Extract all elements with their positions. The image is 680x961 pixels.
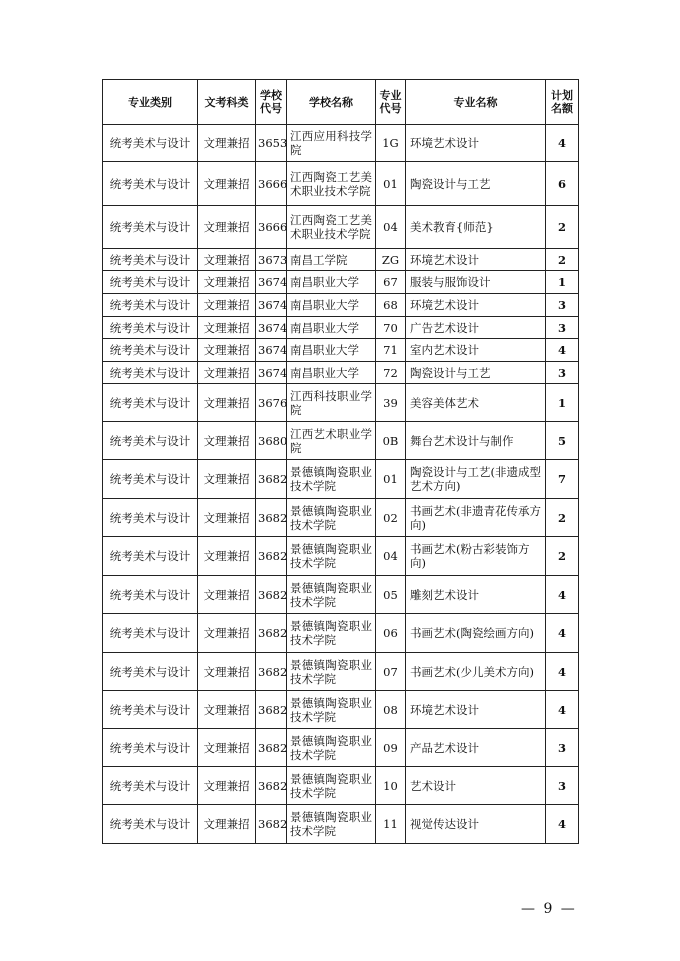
table-row	[103, 384, 579, 422]
cell-major-name: 陶瓷设计与工艺	[406, 162, 546, 206]
cell-major-code: 01	[376, 162, 406, 206]
cell-school-code: 3682	[256, 460, 287, 499]
table-row	[103, 317, 579, 339]
cell-major-name: 环境艺术设计	[406, 294, 546, 317]
cell-quota: 3	[546, 767, 579, 805]
cell-quota: 2	[546, 249, 579, 271]
cell-category: 统考美术与设计	[103, 339, 198, 362]
table-row	[103, 537, 579, 576]
cell-school-name: 南昌职业大学	[287, 362, 376, 384]
cell-category: 统考美术与设计	[103, 249, 198, 271]
cell-major-name: 室内艺术设计	[406, 339, 546, 362]
cell-major-name: 环境艺术设计	[406, 249, 546, 271]
cell-subject: 文理兼招	[198, 460, 256, 499]
cell-major-name: 书画艺术(非遗青花传承方向)	[406, 499, 546, 537]
cell-school-code: 3682	[256, 767, 287, 805]
cell-school-code: 3682	[256, 691, 287, 729]
cell-major-name: 陶瓷设计与工艺(非遗成型艺术方向)	[406, 460, 546, 499]
cell-major-name: 雕刻艺术设计	[406, 576, 546, 614]
cell-quota: 4	[546, 125, 579, 162]
cell-school-name: 景德镇陶瓷职业技术学院	[287, 653, 376, 691]
cell-major-code: 71	[376, 339, 406, 362]
table-row	[103, 206, 579, 249]
cell-quota: 3	[546, 362, 579, 384]
cell-major-code: 08	[376, 691, 406, 729]
cell-major-name: 服装与服饰设计	[406, 271, 546, 294]
cell-quota: 4	[546, 339, 579, 362]
cell-major-code: 06	[376, 614, 406, 653]
cell-school-code: 3666	[256, 162, 287, 206]
cell-school-code: 3682	[256, 653, 287, 691]
cell-subject: 文理兼招	[198, 614, 256, 653]
cell-major-name: 舞台艺术设计与制作	[406, 422, 546, 460]
cell-quota: 2	[546, 206, 579, 249]
cell-subject: 文理兼招	[198, 162, 256, 206]
cell-major-name: 视觉传达设计	[406, 805, 546, 844]
cell-school-code: 3682	[256, 614, 287, 653]
cell-quota: 1	[546, 271, 579, 294]
cell-subject: 文理兼招	[198, 384, 256, 422]
cell-category: 统考美术与设计	[103, 317, 198, 339]
cell-category: 统考美术与设计	[103, 499, 198, 537]
cell-major-name: 艺术设计	[406, 767, 546, 805]
cell-major-code: 0B	[376, 422, 406, 460]
cell-category: 统考美术与设计	[103, 460, 198, 499]
cell-school-name: 景德镇陶瓷职业技术学院	[287, 576, 376, 614]
table-row	[103, 499, 579, 537]
table-row	[103, 249, 579, 271]
page-number: — 9 —	[521, 901, 577, 917]
cell-subject: 文理兼招	[198, 125, 256, 162]
cell-major-code: 67	[376, 271, 406, 294]
cell-school-name: 南昌职业大学	[287, 339, 376, 362]
cell-subject: 文理兼招	[198, 317, 256, 339]
cell-school-name: 南昌工学院	[287, 249, 376, 271]
cell-school-name: 景德镇陶瓷职业技术学院	[287, 460, 376, 499]
cell-subject: 文理兼招	[198, 362, 256, 384]
header-school-code: 学校代号	[256, 80, 287, 125]
cell-major-code: 09	[376, 729, 406, 767]
cell-major-name: 陶瓷设计与工艺	[406, 362, 546, 384]
cell-subject: 文理兼招	[198, 206, 256, 249]
cell-major-code: 01	[376, 460, 406, 499]
cell-category: 统考美术与设计	[103, 653, 198, 691]
table-header-row	[103, 80, 579, 125]
cell-school-name: 江西应用科技学院	[287, 125, 376, 162]
cell-school-code: 3682	[256, 576, 287, 614]
header-major-code: 专业代号	[376, 80, 406, 125]
cell-quota: 3	[546, 294, 579, 317]
cell-major-code: 07	[376, 653, 406, 691]
admission-plan-table	[102, 79, 579, 844]
cell-school-code: 3674	[256, 271, 287, 294]
cell-school-name: 景德镇陶瓷职业技术学院	[287, 614, 376, 653]
cell-major-name: 环境艺术设计	[406, 125, 546, 162]
table-row	[103, 729, 579, 767]
header-quota: 计划名额	[546, 80, 579, 125]
table-row	[103, 691, 579, 729]
cell-school-name: 景德镇陶瓷职业技术学院	[287, 537, 376, 576]
cell-school-code: 3680	[256, 422, 287, 460]
cell-category: 统考美术与设计	[103, 206, 198, 249]
cell-school-name: 景德镇陶瓷职业技术学院	[287, 805, 376, 844]
cell-major-code: 10	[376, 767, 406, 805]
cell-major-name: 产品艺术设计	[406, 729, 546, 767]
cell-school-code: 3682	[256, 805, 287, 844]
table-row	[103, 576, 579, 614]
cell-category: 统考美术与设计	[103, 537, 198, 576]
cell-school-name: 南昌职业大学	[287, 271, 376, 294]
cell-subject: 文理兼招	[198, 576, 256, 614]
cell-major-code: 04	[376, 537, 406, 576]
cell-school-name: 景德镇陶瓷职业技术学院	[287, 499, 376, 537]
cell-major-code: 05	[376, 576, 406, 614]
cell-subject: 文理兼招	[198, 271, 256, 294]
cell-category: 统考美术与设计	[103, 362, 198, 384]
cell-quota: 4	[546, 653, 579, 691]
cell-category: 统考美术与设计	[103, 805, 198, 844]
cell-quota: 4	[546, 614, 579, 653]
cell-subject: 文理兼招	[198, 767, 256, 805]
cell-category: 统考美术与设计	[103, 271, 198, 294]
cell-major-name: 书画艺术(少儿美术方向)	[406, 653, 546, 691]
cell-subject: 文理兼招	[198, 249, 256, 271]
cell-school-name: 景德镇陶瓷职业技术学院	[287, 691, 376, 729]
cell-category: 统考美术与设计	[103, 576, 198, 614]
cell-major-code: ZG	[376, 249, 406, 271]
table-row	[103, 614, 579, 653]
header-subject: 文考科类	[198, 80, 256, 125]
cell-category: 统考美术与设计	[103, 691, 198, 729]
cell-category: 统考美术与设计	[103, 384, 198, 422]
cell-major-name: 广告艺术设计	[406, 317, 546, 339]
cell-major-code: 72	[376, 362, 406, 384]
table-row	[103, 162, 579, 206]
header-category: 专业类别	[103, 80, 198, 125]
cell-category: 统考美术与设计	[103, 614, 198, 653]
cell-school-code: 3666	[256, 206, 287, 249]
cell-major-name: 书画艺术(粉古彩装饰方向)	[406, 537, 546, 576]
cell-subject: 文理兼招	[198, 537, 256, 576]
cell-school-name: 江西陶瓷工艺美术职业技术学院	[287, 162, 376, 206]
cell-quota: 1	[546, 384, 579, 422]
cell-school-name: 景德镇陶瓷职业技术学院	[287, 729, 376, 767]
cell-major-code: 39	[376, 384, 406, 422]
cell-school-name: 南昌职业大学	[287, 294, 376, 317]
cell-category: 统考美术与设计	[103, 125, 198, 162]
header-major-name: 专业名称	[406, 80, 546, 125]
table-row	[103, 294, 579, 317]
cell-major-code: 68	[376, 294, 406, 317]
cell-school-code: 3674	[256, 317, 287, 339]
cell-subject: 文理兼招	[198, 339, 256, 362]
table-row	[103, 125, 579, 162]
cell-school-code: 3653	[256, 125, 287, 162]
table-row	[103, 362, 579, 384]
cell-major-name: 美术教育{师范}	[406, 206, 546, 249]
table-row	[103, 339, 579, 362]
cell-quota: 5	[546, 422, 579, 460]
cell-subject: 文理兼招	[198, 294, 256, 317]
cell-school-code: 3682	[256, 729, 287, 767]
cell-school-name: 江西科技职业学院	[287, 384, 376, 422]
cell-category: 统考美术与设计	[103, 294, 198, 317]
cell-quota: 4	[546, 576, 579, 614]
cell-school-code: 3674	[256, 362, 287, 384]
cell-quota: 2	[546, 499, 579, 537]
cell-major-code: 02	[376, 499, 406, 537]
cell-category: 统考美术与设计	[103, 729, 198, 767]
cell-major-code: 1G	[376, 125, 406, 162]
cell-school-code: 3673	[256, 249, 287, 271]
table-row	[103, 805, 579, 844]
cell-quota: 4	[546, 805, 579, 844]
cell-school-name: 江西陶瓷工艺美术职业技术学院	[287, 206, 376, 249]
table-row	[103, 422, 579, 460]
cell-school-name: 南昌职业大学	[287, 317, 376, 339]
cell-school-name: 江西艺术职业学院	[287, 422, 376, 460]
cell-subject: 文理兼招	[198, 422, 256, 460]
cell-school-code: 3674	[256, 294, 287, 317]
cell-major-code: 04	[376, 206, 406, 249]
cell-quota: 2	[546, 537, 579, 576]
cell-quota: 3	[546, 317, 579, 339]
cell-category: 统考美术与设计	[103, 162, 198, 206]
cell-major-code: 11	[376, 805, 406, 844]
cell-school-code: 3674	[256, 339, 287, 362]
cell-category: 统考美术与设计	[103, 422, 198, 460]
cell-subject: 文理兼招	[198, 499, 256, 537]
cell-quota: 3	[546, 729, 579, 767]
table-row	[103, 460, 579, 499]
table-row	[103, 767, 579, 805]
table-row	[103, 271, 579, 294]
cell-subject: 文理兼招	[198, 653, 256, 691]
cell-subject: 文理兼招	[198, 729, 256, 767]
cell-quota: 6	[546, 162, 579, 206]
cell-major-name: 书画艺术(陶瓷绘画方向)	[406, 614, 546, 653]
cell-quota: 7	[546, 460, 579, 499]
header-school-name: 学校名称	[287, 80, 376, 125]
cell-category: 统考美术与设计	[103, 767, 198, 805]
cell-quota: 4	[546, 691, 579, 729]
cell-school-code: 3682	[256, 537, 287, 576]
cell-school-name: 景德镇陶瓷职业技术学院	[287, 767, 376, 805]
cell-major-name: 环境艺术设计	[406, 691, 546, 729]
cell-subject: 文理兼招	[198, 805, 256, 844]
cell-major-code: 70	[376, 317, 406, 339]
cell-subject: 文理兼招	[198, 691, 256, 729]
cell-school-code: 3676	[256, 384, 287, 422]
table-row	[103, 653, 579, 691]
cell-major-name: 美容美体艺术	[406, 384, 546, 422]
cell-school-code: 3682	[256, 499, 287, 537]
